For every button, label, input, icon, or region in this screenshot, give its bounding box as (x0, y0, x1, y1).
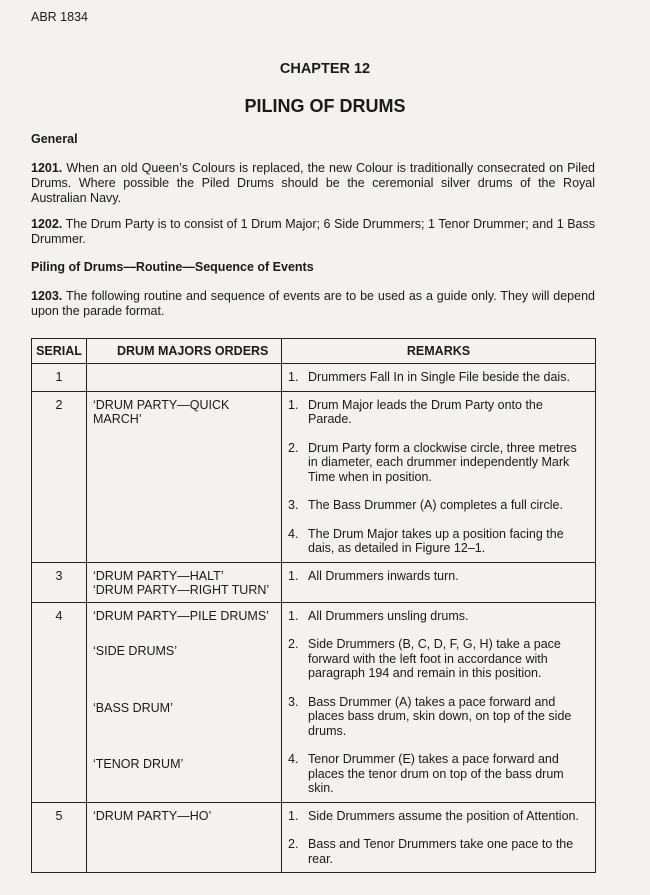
remark-item (288, 695, 589, 739)
drum-major-order: ‘BASS DRUM’ (93, 700, 173, 715)
remark-item (288, 569, 589, 584)
remark-number: 3. (288, 498, 299, 512)
remarks-cell (282, 802, 596, 873)
remark-number: 2. (288, 440, 299, 455)
remark-text: All Drummers inwards turn. (308, 568, 459, 583)
paragraph-text: The following routine and sequence of events are to be used as a guide only. They will depend upon the parade format. (31, 289, 595, 318)
table-header-row (32, 339, 596, 364)
serial-cell: 2 (32, 391, 87, 562)
orders-cell (87, 562, 282, 602)
remark-text: Bass and Tenor Drummers take one pace to the rear. (308, 837, 574, 866)
chapter-title: PILING OF DRUMS (244, 96, 406, 116)
remark-item (288, 498, 589, 513)
paragraph-1202 (31, 217, 595, 247)
remark-number: 1. (288, 397, 299, 412)
orders-cell (87, 391, 282, 562)
remark-text: The Bass Drummer (A) completes a full circle. (308, 498, 563, 512)
orders-cell (87, 364, 282, 392)
paragraph-number: 1202. (31, 217, 63, 231)
table-row (32, 802, 596, 873)
drum-major-order: ‘DRUM PARTY—QUICK MARCH’ (93, 397, 230, 426)
remark-text: Drum Party form a clockwise circle, three metres in diameter, each drummer independently Mark Time when in position. (308, 440, 577, 484)
orders-cell (87, 602, 282, 802)
remark-number: 2. (288, 837, 299, 851)
remark-item (288, 637, 589, 681)
remark-text: Bass Drummer (A) takes a pace forward and places bass drum, skin down, on top of the side drums. (308, 694, 572, 738)
remark-item (288, 609, 589, 624)
remark-number: 1. (288, 370, 299, 384)
remark-item (288, 837, 589, 866)
drum-major-order: ‘DRUM PARTY—RIGHT TURN’ (93, 583, 270, 597)
drum-major-order: ‘DRUM PARTY—HALT’ (93, 568, 224, 583)
remarks-cell (282, 602, 596, 802)
remarks-cell (282, 364, 596, 392)
serial-cell: 1 (32, 364, 87, 392)
drum-major-order: ‘TENOR DRUM’ (93, 757, 184, 771)
remark-text: Drummers Fall In in Single File beside the dais. (308, 370, 570, 384)
remark-number: 1. (288, 808, 299, 823)
general-heading: General (31, 132, 78, 146)
chapter-number: CHAPTER 12 (279, 61, 371, 77)
document-reference: ABR 1834 (31, 10, 88, 24)
remark-number: 3. (288, 694, 299, 709)
remark-text: Drum Major leads the Drum Party onto the Parade. (308, 397, 543, 426)
paragraph-number: 1201. (31, 161, 63, 175)
table-row (32, 364, 596, 392)
remark-text: All Drummers unsling drums. (308, 608, 469, 623)
table-row (32, 562, 596, 602)
paragraph-1201 (31, 161, 595, 206)
drill-table (31, 338, 596, 873)
serial-cell: 3 (32, 562, 87, 602)
orders-cell (87, 802, 282, 873)
serial-cell: 5 (32, 802, 87, 873)
remark-item (288, 527, 589, 556)
header-remarks: REMARKS (282, 339, 596, 364)
remark-item (288, 809, 589, 824)
drum-major-order: ‘DRUM PARTY—HO’ (93, 808, 212, 823)
remark-number: 1. (288, 568, 299, 583)
remarks-cell (282, 391, 596, 562)
paragraph-number: 1203. (31, 289, 63, 303)
remark-item (288, 398, 589, 427)
table-row (32, 391, 596, 562)
remark-number: 1. (288, 608, 299, 623)
paragraph-text: When an old Queen’s Colours is replaced, the new Colour is traditionally consecrated on Piled Drums. Where possible the Piled Drums should be the ceremonial silver drums of the Royal Australian Navy. (31, 161, 595, 205)
paragraph-text: The Drum Party is to consist of 1 Drum Major; 6 Side Drummers; 1 Tenor Drummer; and 1 Bass Drummer. (31, 217, 595, 246)
remark-text: Side Drummers (B, C, D, F, G, H) take a pace forward with the left foot in accordance with paragraph 194 and remain in this position. (308, 637, 561, 680)
drum-major-order: ‘DRUM PARTY—PILE DRUMS’ (93, 608, 269, 623)
remark-text: Tenor Drummer (E) takes a pace forward and places the tenor drum on top of the bass drum skin. (308, 752, 564, 795)
remark-number: 4. (288, 752, 299, 766)
remark-number: 4. (288, 526, 299, 541)
remarks-cell (282, 562, 596, 602)
drum-major-order: ‘SIDE DRUMS’ (93, 644, 178, 658)
remark-text: Side Drummers assume the position of Attention. (308, 808, 579, 823)
remark-number: 2. (288, 637, 299, 651)
remark-item (288, 752, 589, 796)
routine-heading: Piling of Drums—Routine—Sequence of Events (31, 260, 314, 274)
remark-item (288, 370, 589, 385)
header-orders: DRUM MAJORS ORDERS (87, 339, 282, 364)
remark-item (288, 441, 589, 485)
header-serial: SERIAL (32, 339, 87, 364)
serial-cell: 4 (32, 602, 87, 802)
paragraph-1203 (31, 289, 595, 319)
table-row (32, 602, 596, 802)
remark-text: The Drum Major takes up a position facing the dais, as detailed in Figure 12–1. (308, 526, 564, 555)
